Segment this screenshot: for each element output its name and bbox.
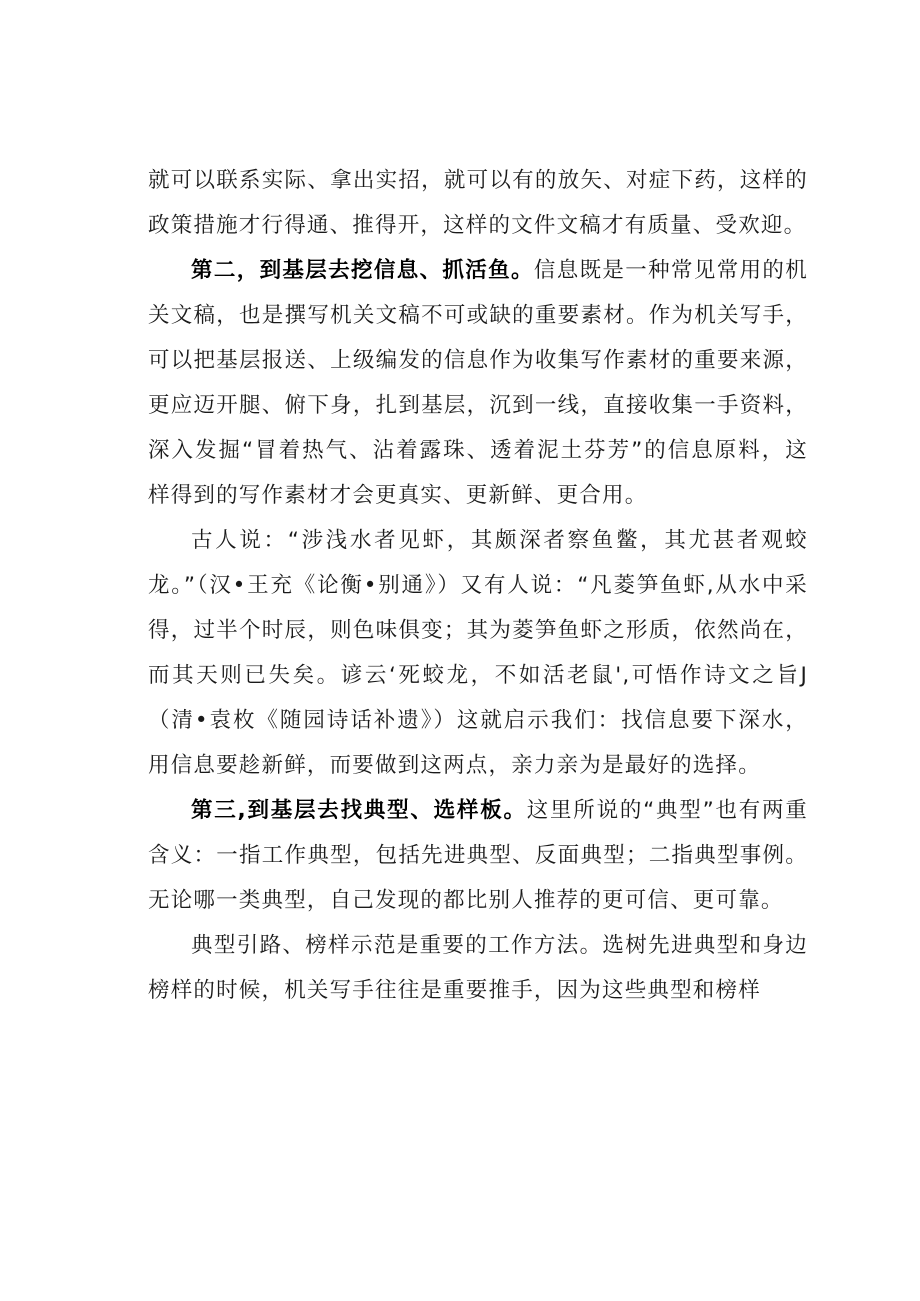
paragraph-continuation bbox=[148, 158, 808, 248]
paragraph-typical-examples bbox=[148, 923, 808, 1013]
paragraph-second-point bbox=[148, 248, 808, 518]
paragraph-text: 就可以联系实际、拿出实招，就可以有的放矢、对症下药，这样的政策措施才行得通、推得开，这样的文件文稿才有质量、受欢迎。 bbox=[148, 168, 808, 238]
paragraph-text: 这里所说的“典型”也有两重含义：一指工作典型，包括先进典型、反面典型；二指典型事例。无论哪一类典型，自己发现的都比别人推荐的更可信、更可靠。 bbox=[148, 798, 808, 913]
paragraph-lead-heading: 第二，到基层去挖信息、抓活鱼。 bbox=[191, 258, 534, 283]
document-body bbox=[148, 158, 808, 1013]
paragraph-third-point bbox=[148, 788, 808, 923]
paragraph-lead-heading: 第三,到基层去找典型、选样板。 bbox=[191, 798, 527, 823]
paragraph-text: 信息既是一种常见常用的机关文稿，也是撰写机关文稿不可或缺的重要素材。作为机关写手，可以把基层报送、上级编发的信息作为收集写作素材的重要来源，更应迈开腿、俯下身，扎到基层，沉到一线，直接收集一手资料，深入发掘“冒着热气、沾着露珠、透着泥土芬芳”的信息原料，这样得到的写作素材才会更真实、更新鲜、更合用。 bbox=[148, 258, 808, 508]
paragraph-ancient-quote bbox=[148, 518, 808, 788]
paragraph-text: 典型引路、榜样示范是重要的工作方法。选树先进典型和身边榜样的时候，机关写手往往是重要推手，因为这些典型和榜样 bbox=[148, 933, 808, 1003]
paragraph-text: 古人说：“涉浅水者见虾，其颇深者察鱼鳖，其尤甚者观蛟龙。”（汉•王充《论衡•别通》）又有人说：“凡菱笋鱼虾,从水中采得，过半个时辰，则色味俱变；其为菱笋鱼虾之形质，依然尚在，而其天则已失矣。谚云‘死蛟龙，不如活老鼠',可悟作诗文之旨J（清•袁枚《随园诗话补遗》）这就启示我们：找信息要下深水，用信息要趁新鲜，而要做到这两点，亲力亲为是最好的选择。 bbox=[148, 528, 808, 778]
